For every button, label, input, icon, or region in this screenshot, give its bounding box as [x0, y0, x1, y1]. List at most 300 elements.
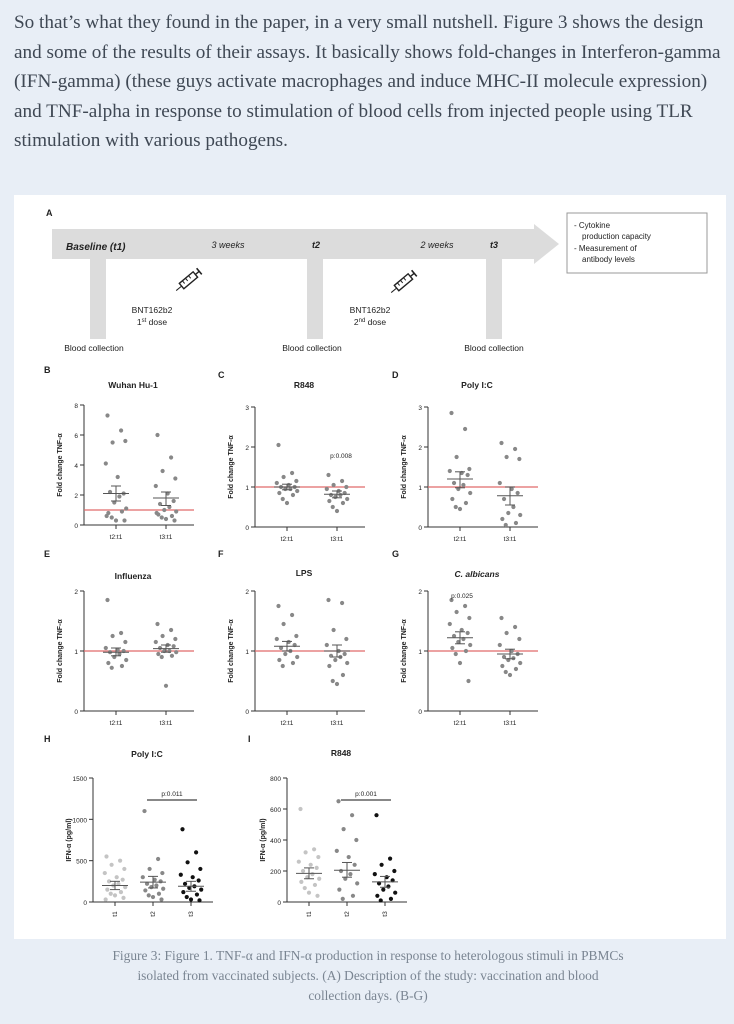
data-point [326, 473, 330, 477]
data-point [198, 867, 202, 871]
data-point [156, 652, 160, 656]
data-point [454, 505, 458, 509]
data-point [164, 517, 168, 521]
data-point [197, 898, 201, 902]
data-point [124, 506, 128, 510]
panel-a-timeline [46, 208, 707, 353]
blood-collection-1: Blood collection [64, 343, 124, 353]
data-point [335, 682, 339, 686]
data-point [307, 891, 311, 895]
y-tick-label: 2 [74, 493, 78, 500]
data-point [468, 643, 472, 647]
data-point [325, 643, 329, 647]
data-point [332, 628, 336, 632]
data-point [106, 661, 110, 665]
y-tick-label: 500 [76, 858, 87, 866]
data-point [336, 799, 340, 803]
data-point [119, 631, 123, 635]
data-point [342, 827, 346, 831]
data-point [275, 637, 279, 641]
y-tick-label: 0 [418, 709, 422, 716]
data-point [505, 631, 509, 635]
panel-c-chart [218, 370, 365, 543]
data-point [295, 655, 299, 659]
data-point [154, 640, 158, 644]
x-tick-label: t2:t1 [109, 720, 123, 727]
weeks2-label: 2 weeks [420, 240, 454, 250]
data-point [288, 487, 292, 491]
data-point [452, 481, 456, 485]
data-point [386, 884, 390, 888]
syringe-tick [400, 280, 402, 283]
data-point [123, 640, 127, 644]
data-point [194, 850, 198, 854]
panel-letter-b: B [44, 365, 51, 375]
data-point [448, 469, 452, 473]
t3-label: t3 [489, 240, 499, 250]
panel-i-chart [248, 734, 407, 917]
data-point [109, 892, 113, 896]
data-point [294, 634, 298, 638]
data-point [517, 457, 521, 461]
data-point [516, 491, 520, 495]
data-point [110, 863, 114, 867]
data-point [169, 628, 173, 632]
data-point [281, 664, 285, 668]
weeks1-label: 3 weeks [211, 240, 245, 250]
syringe-needle [176, 286, 181, 290]
data-point [467, 616, 471, 620]
x-tick-label: t2 [344, 911, 351, 917]
data-point [121, 878, 125, 882]
data-point [154, 484, 158, 488]
data-point [355, 881, 359, 885]
data-point [463, 427, 467, 431]
dose2-label [354, 317, 386, 327]
data-point [467, 467, 471, 471]
data-point [380, 863, 384, 867]
data-point [499, 441, 503, 445]
syringe-tick [404, 278, 406, 281]
data-point [466, 473, 470, 477]
data-point [276, 443, 280, 447]
data-point [388, 857, 392, 861]
t3-stem [486, 259, 502, 339]
data-point [463, 604, 467, 608]
data-point [174, 650, 178, 654]
data-point [164, 684, 168, 688]
data-point [333, 658, 337, 662]
data-point [345, 497, 349, 501]
data-point [170, 514, 174, 518]
data-point [162, 508, 166, 512]
panel-letter-c: C [218, 370, 225, 380]
data-point [172, 499, 176, 503]
y-tick-label: 1 [245, 649, 249, 656]
y-axis-label: Fold change TNF-α [401, 619, 408, 683]
y-tick-label: 0 [74, 709, 78, 716]
data-point [310, 872, 314, 876]
data-point [343, 652, 347, 656]
dose2-name: BNT162b2 [349, 305, 391, 315]
data-point [313, 883, 317, 887]
outcome-line-3: - Measurement of [574, 244, 637, 253]
y-tick-label: 0 [245, 709, 249, 716]
data-point [104, 461, 108, 465]
dose2-unit: dose [365, 317, 387, 327]
data-point [120, 664, 124, 668]
data-point [282, 475, 286, 479]
figure-image [14, 195, 726, 939]
data-point [121, 896, 125, 900]
blood-collection-2: Blood collection [282, 343, 342, 353]
data-point [504, 670, 508, 674]
x-tick-label: t3:t1 [159, 720, 173, 727]
data-point [155, 433, 159, 437]
x-tick-label: t2:t1 [280, 720, 294, 727]
t2-label: t2 [311, 240, 321, 250]
panel-h-chart [44, 734, 213, 917]
data-point [161, 887, 165, 891]
data-point [111, 440, 115, 444]
syringe-tick [189, 276, 191, 279]
data-point [191, 875, 195, 879]
panel-letter-f: F [218, 549, 224, 559]
panel-f-chart [218, 549, 365, 727]
data-point [500, 664, 504, 668]
x-tick-label: t2:t1 [453, 720, 467, 727]
data-point [117, 494, 121, 498]
t2-stem [307, 259, 323, 339]
data-point [155, 511, 159, 515]
data-point [154, 883, 158, 887]
data-point [351, 894, 355, 898]
p-value-label: p:0.011 [161, 791, 183, 798]
data-point [186, 860, 190, 864]
data-point [332, 483, 336, 487]
panel-letter-a: A [46, 208, 53, 218]
data-point [295, 489, 299, 493]
x-tick-label: t3 [188, 911, 195, 917]
data-point [350, 813, 354, 817]
data-point [325, 487, 329, 491]
data-point [147, 893, 151, 897]
y-tick-label: 200 [270, 869, 281, 876]
data-point [338, 493, 342, 497]
blood-collection-3: Blood collection [464, 343, 524, 353]
data-point [455, 455, 459, 459]
data-point [124, 658, 128, 662]
data-point [291, 493, 295, 497]
data-point [105, 514, 109, 518]
figure-svg [14, 195, 726, 939]
data-point [304, 850, 308, 854]
data-point [518, 513, 522, 517]
data-point [283, 652, 287, 656]
data-point [189, 897, 193, 901]
panel-letter-h: H [44, 734, 51, 744]
data-point [315, 866, 319, 870]
data-point [110, 515, 114, 519]
data-point [303, 886, 307, 890]
data-point [381, 888, 385, 892]
dose2-number: 2 [353, 317, 359, 327]
data-point [514, 667, 518, 671]
y-tick-label: 0 [418, 525, 422, 532]
x-tick-label: t3:t1 [503, 720, 517, 727]
data-point [113, 893, 117, 897]
timeline-arrow [52, 224, 559, 264]
y-tick-label: 6 [74, 433, 78, 440]
data-point [119, 890, 123, 894]
data-point [105, 413, 109, 417]
data-point [341, 897, 345, 901]
syringe-tick [397, 283, 399, 286]
data-point [297, 860, 301, 864]
data-point [504, 523, 508, 527]
data-point [327, 499, 331, 503]
data-point [285, 501, 289, 505]
y-tick-label: 2 [245, 589, 249, 596]
data-point [508, 673, 512, 677]
data-point [354, 838, 358, 842]
baseline-label: Baseline (t1) [66, 242, 126, 253]
data-point [173, 476, 177, 480]
data-point [179, 873, 183, 877]
data-point [315, 894, 319, 898]
data-point [161, 634, 165, 638]
body-paragraph: So that’s what they found in the paper, in a very small nutshell. Figure 3 shows the design and some of the results of their assays. It basically shows fold-changes in Interferon-gamma (IFN-gamma) (these guys activate macrophages and induce MHC-II molecule expression) and TNF-alpha in response to stimulation of blood cells from injected people using TLR stimulation with various pathogens. [14, 12, 721, 151]
data-point [180, 827, 184, 831]
data-point [103, 871, 107, 875]
data-point [114, 518, 118, 522]
data-point [122, 518, 126, 522]
data-point [331, 679, 335, 683]
y-tick-label: 1 [245, 485, 249, 492]
y-axis-label: Fold change TNF-α [228, 619, 235, 683]
syringe-tick [182, 281, 184, 284]
y-tick-label: 600 [270, 807, 281, 814]
chart-title: Wuhan Hu-1 [108, 380, 158, 390]
chart-title: R848 [293, 380, 315, 390]
x-tick-label: t3:t1 [330, 720, 344, 727]
y-tick-label: 0 [83, 900, 87, 907]
data-point [312, 847, 316, 851]
data-point [277, 658, 281, 662]
y-tick-label: 1500 [72, 776, 87, 783]
y-tick-label: 1 [74, 649, 78, 656]
chart-title: Influenza [114, 571, 152, 581]
chart-title: R848 [330, 748, 352, 758]
data-point [120, 509, 124, 513]
data-point [282, 622, 286, 626]
p-value-label: p:0.025 [451, 593, 473, 600]
chart-title: C. albicans [454, 569, 500, 579]
panel-e-chart [44, 549, 194, 727]
outcome-line-1: - Cytokine [574, 221, 611, 230]
data-point [119, 428, 123, 432]
data-point [105, 888, 109, 892]
data-point [277, 491, 281, 495]
data-point [275, 481, 279, 485]
data-point [511, 505, 515, 509]
data-point [464, 649, 468, 653]
syringe-tick [185, 278, 187, 281]
dose1-number: 1 [136, 317, 142, 327]
data-point [115, 875, 119, 879]
data-point [449, 411, 453, 415]
data-point [298, 807, 302, 811]
y-tick-label: 2 [74, 589, 78, 596]
data-point [375, 894, 379, 898]
data-point [173, 637, 177, 641]
y-tick-label: 3 [245, 405, 249, 412]
syringe-barrel [179, 272, 197, 289]
data-point [348, 872, 352, 876]
dose1-label [137, 317, 167, 327]
data-point [111, 634, 115, 638]
data-point [172, 518, 176, 522]
baseline-stem [90, 259, 106, 339]
data-point [290, 613, 294, 617]
data-point [294, 479, 298, 483]
chart-title: LPS [295, 568, 313, 578]
data-point [299, 880, 303, 884]
p-value-label: p:0.008 [330, 453, 352, 461]
data-point [353, 863, 357, 867]
y-axis-label: Fold change TNF-α [228, 435, 235, 499]
data-point [317, 877, 321, 881]
panel-letter-d: D [392, 370, 399, 380]
data-point [290, 471, 294, 475]
data-point [281, 497, 285, 501]
y-axis-label: IFN-α (pg/ml) [66, 818, 73, 862]
dose2-sup: nd [358, 318, 366, 324]
data-point [505, 455, 509, 459]
figure-caption: Figure 3: Figure 1. TNF-α and IFN-α production in response to heterologous stimuli in PBMCs isolated from vaccinated subjects. (A) Description of the study: vaccination and blood collection days. (B-G) [112, 948, 624, 1003]
y-tick-label: 400 [270, 838, 281, 845]
data-point [458, 507, 462, 511]
data-point [344, 485, 348, 489]
data-point [344, 637, 348, 641]
data-point [197, 878, 201, 882]
y-tick-label: 0 [74, 523, 78, 530]
dose1-unit: dose [146, 317, 168, 327]
chart-title: Poly I:C [461, 380, 493, 390]
data-point [393, 891, 397, 895]
data-point [448, 622, 452, 626]
data-point [340, 479, 344, 483]
y-tick-label: 0 [277, 900, 281, 907]
data-point [518, 661, 522, 665]
x-tick-label: t1 [306, 911, 313, 917]
y-tick-label: 1000 [72, 817, 87, 825]
data-point [301, 869, 305, 873]
y-axis-label: Fold change TNF-α [57, 433, 64, 497]
panel-g-chart [392, 549, 538, 727]
panel-b-chart [44, 365, 194, 541]
data-point [160, 655, 164, 659]
y-axis-label: Fold change TNF-α [57, 619, 64, 683]
data-point [110, 666, 114, 670]
syringe-icon [389, 270, 417, 295]
panel-letter-g: G [392, 549, 400, 559]
y-tick-label: 0 [245, 525, 249, 532]
data-point [156, 857, 160, 861]
data-point [174, 509, 178, 513]
dose1-sup: st [141, 318, 147, 324]
x-tick-label: t2:t1 [109, 534, 123, 541]
data-point [335, 509, 339, 513]
data-point [341, 673, 345, 677]
y-tick-label: 2 [245, 445, 249, 452]
p-value-label: p:0.001 [355, 791, 377, 798]
x-tick-label: t3:t1 [330, 536, 344, 543]
syringe-icon [174, 268, 202, 293]
x-tick-label: t3:t1 [503, 536, 517, 543]
data-point [466, 631, 470, 635]
y-axis-label: Fold change TNF-α [401, 435, 408, 499]
x-tick-label: t2 [150, 911, 157, 917]
x-tick-label: t3:t1 [159, 534, 173, 541]
data-point [116, 475, 120, 479]
data-point [454, 652, 458, 656]
outcome-line-4: antibody levels [582, 255, 635, 264]
data-point [374, 813, 378, 817]
panel-letter-e: E [44, 549, 51, 559]
data-point [498, 481, 502, 485]
data-point [118, 859, 122, 863]
x-tick-label: t1 [112, 911, 119, 917]
data-point [160, 515, 164, 519]
data-point [337, 888, 341, 892]
data-point [141, 875, 145, 879]
data-point [498, 643, 502, 647]
data-point [379, 898, 383, 902]
syringe-needle [391, 288, 396, 292]
data-point [195, 892, 199, 896]
data-point [340, 601, 344, 605]
data-point [513, 447, 517, 451]
data-point [392, 869, 396, 873]
data-point [500, 517, 504, 521]
y-tick-label: 2 [418, 589, 422, 596]
data-point [123, 439, 127, 443]
data-point [158, 646, 162, 650]
data-point [104, 646, 108, 650]
y-tick-label: 1 [418, 485, 422, 492]
y-tick-label: 2 [418, 445, 422, 452]
data-point [181, 890, 185, 894]
panel-letter-i: I [248, 734, 251, 744]
data-point [502, 497, 506, 501]
data-point [157, 892, 161, 896]
outcome-line-2: production capacity [582, 232, 651, 241]
panel-d-chart [392, 370, 538, 543]
data-point [122, 867, 126, 871]
data-point [327, 664, 331, 668]
data-point [335, 849, 339, 853]
data-point [517, 637, 521, 641]
data-point [161, 469, 165, 473]
data-point [104, 854, 108, 858]
data-point [309, 863, 313, 867]
data-point [466, 679, 470, 683]
data-point [160, 871, 164, 875]
y-tick-label: 1 [418, 649, 422, 656]
y-tick-label: 800 [270, 776, 281, 783]
data-point [513, 625, 517, 629]
